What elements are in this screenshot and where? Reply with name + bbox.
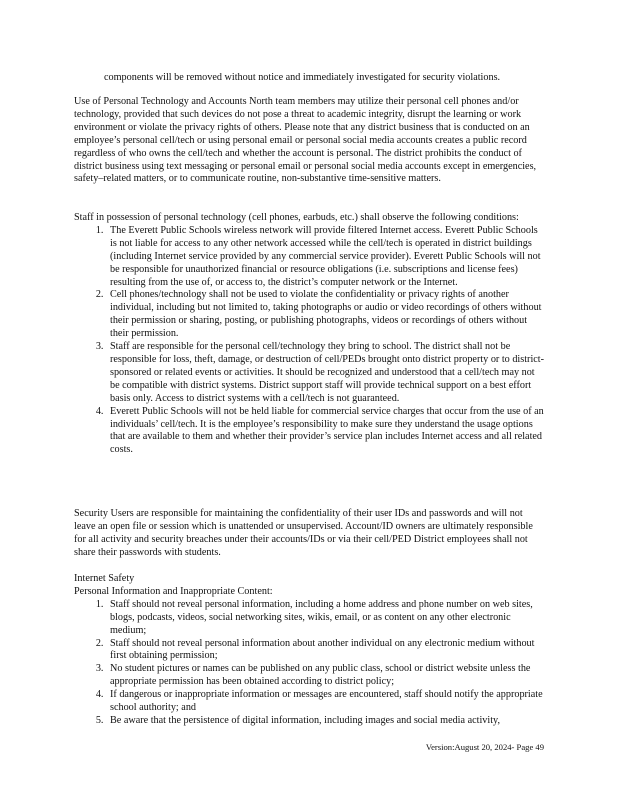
security-paragraph: Security Users are responsible for maintaining the confidentiality of their user IDs and passwords and will not leave an open file or session which is unattended or unsupervised. Account/ID owners are ultimately responsible for all activity and security breaches under their accounts/IDs or via their cell/PED District employees shall not share their passwords with students.	[74, 508, 533, 558]
personal-info-heading: Personal Information and Inappropriate Content:	[74, 585, 273, 597]
staff-conditions-intro: Staff in possession of personal technology (cell phones, earbuds, etc.) shall observe the following conditions:	[74, 212, 519, 223]
staff-conditions-section	[74, 212, 546, 457]
list-item: 3. No student pictures or names can be published on any public class, school or district website unless the appropriate permission has been obtained according to district policy;	[106, 663, 546, 689]
personal-technology-section	[74, 96, 546, 186]
list-item: 5. Be aware that the persistence of digital information, including images and social media activity,	[106, 715, 546, 728]
continued-line: components will be removed without notice and immediately investigated for security violations.	[104, 72, 501, 83]
internet-safety-section	[74, 573, 546, 728]
staff-conditions-list	[74, 225, 546, 457]
list-item: 2. Staff should not reveal personal information about another individual on any electronic medium without first obtaining permission;	[106, 638, 546, 664]
list-item: 2. Cell phones/technology shall not be used to violate the confidentiality or privacy rights of another individual, including but not limited to, taking photographs or audio or video recordings of others without their permission or sharing, posting, or publishing photographs, videos or recordings of others without their permission.	[106, 289, 546, 341]
list-item: 3. Staff are responsible for the personal cell/technology they bring to school. The district shall not be responsible for loss, theft, damage, or destruction of cell/PEDs brought onto district property or to district-sponsored or related events or activities. It should be recognized and understood that a cell/tech may not be compatible with district systems. District support staff will provide technical support on a best effort basis only. Access to district systems with a cell/tech is not guaranteed.	[106, 341, 546, 406]
list-item: 4. If dangerous or inappropriate information or messages are encountered, staff should notify the appropriate school authority; and	[106, 689, 546, 715]
personal-technology-paragraph: Use of Personal Technology and Accounts North team members may utilize their personal cell phones and/or technology, provided that such devices do not pose a threat to academic integrity, disrupt the learning or work environment or violate the privacy rights of others. Please note that any district business that is conducted on an employee’s personal cell/tech or using personal email or personal social media accounts creates a public record regardless of who owns the cell/tech and whether the account is personal. The district prohibits the conduct of district business using text messaging or personal email or personal social media accounts except in emergencies, safety–related matters, or to communicate routine, non-substantive time-sensitive matters.	[74, 96, 537, 185]
security-section	[74, 508, 546, 560]
internet-safety-heading: Internet Safety	[74, 573, 135, 584]
safety-list	[74, 599, 546, 728]
list-item: 4. Everett Public Schools will not be held liable for commercial service charges that occur from the use of an individuals’ cell/tech. It is the employee’s responsibility to make sure they understand the usage options that are available to them and whether their provider’s service plan includes Internet access and all related costs.	[106, 406, 546, 458]
page-footer: Version:August 20, 2024- Page 49	[425, 742, 544, 752]
list-item: 1. Staff should not reveal personal information, including a home address and phone number on web sites, blogs, podcasts, videos, social networking sites, wikis, email, or as content on any other electronic medium;	[106, 599, 546, 638]
list-item: 1. The Everett Public Schools wireless network will provide filtered Internet access. Everett Public Schools is not liable for access to any other network accessed while the cell/tech is operated in district buildings (including Internet service provided by any commercial service provider). Everett Public Schools will not be responsible for unauthorized financial or resource obligations (i.e. subscriptions and license fees) resulting from the use of, or access to, the district’s computer network or the Internet.	[106, 225, 546, 290]
